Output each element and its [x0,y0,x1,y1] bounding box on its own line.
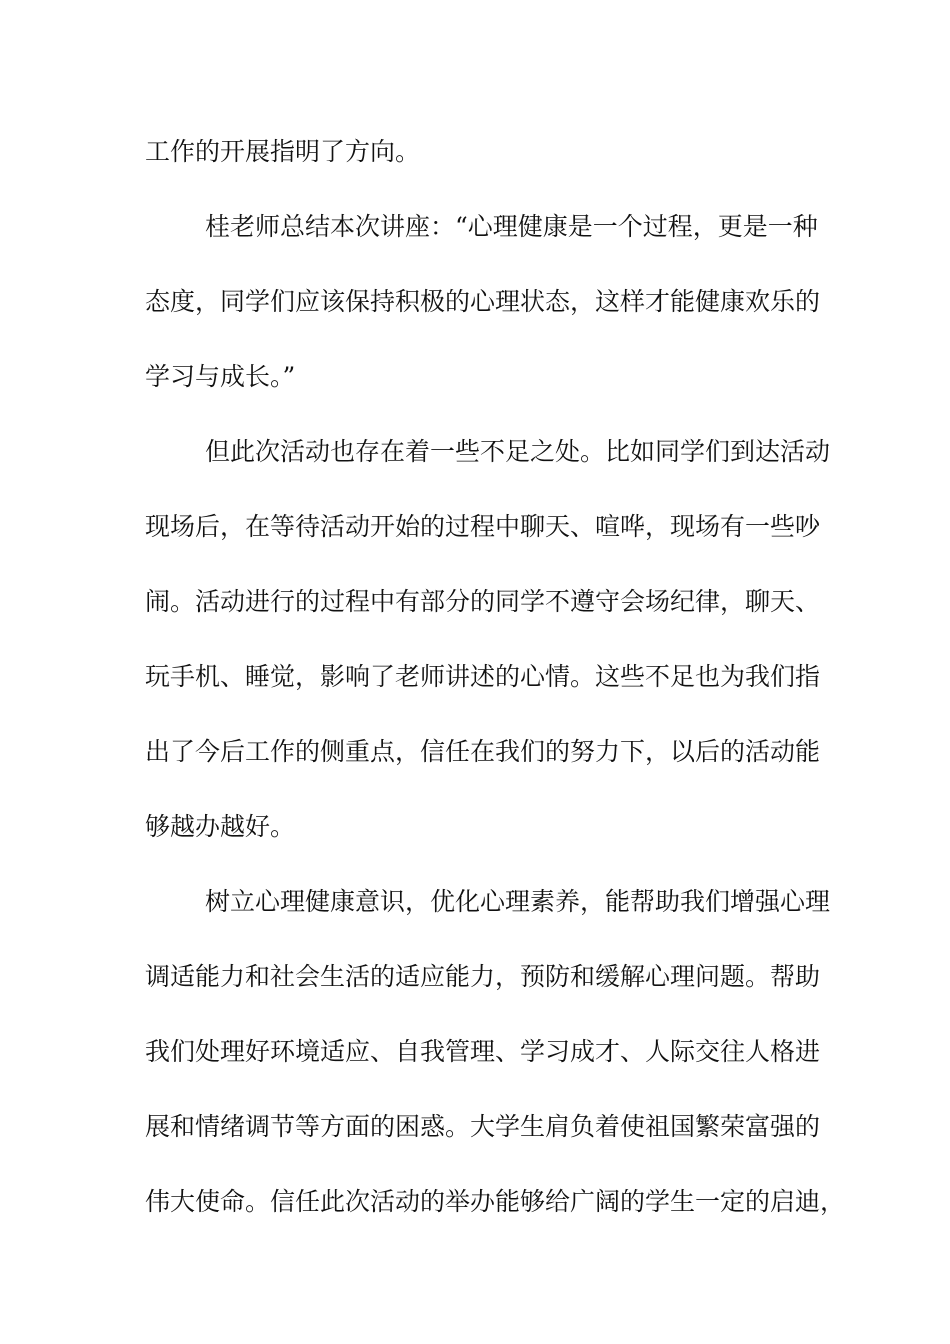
text-line: 现场后，在等待活动开始的过程中聊天、喧哗，现场有一些吵 [145,512,821,541]
text-line: 展和情绪调节等方面的困惑。大学生肩负着使祖国繁荣富强的 [145,1112,821,1141]
paragraph-start-line: 桂老师总结本次讲座：“心理健康是一个过程，更是一种 [205,212,818,241]
text-line: 调适能力和社会生活的适应能力，预防和缓解心理问题。帮助 [145,962,821,991]
paragraph-start-line: 树立心理健康意识，优化心理素养，能帮助我们增强心理 [205,887,831,916]
text-line: 玩手机、睡觉，影响了老师讲述的心情。这些不足也为我们指 [145,662,821,691]
text-line: 我们处理好环境适应、自我管理、学习成才、人际交往人格进 [145,1037,821,1066]
text-line: 态度，同学们应该保持积极的心理状态，这样才能健康欢乐的 [145,287,821,316]
paragraph-start-line: 但此次活动也存在着一些不足之处。比如同学们到达活动 [205,437,831,466]
text-line: 工作的开展指明了方向。 [145,137,421,166]
text-line: 伟大使命。信任此次活动的举办能够给广阔的学生一定的启迪， [145,1187,846,1216]
text-line: 学习与成长。” [145,362,296,391]
text-line: 够越办越好。 [145,812,296,841]
text-line: 闹。活动进行的过程中有部分的同学不遵守会场纪律，聊天、 [145,587,821,616]
text-line: 出了今后工作的侧重点，信任在我们的努力下，以后的活动能 [145,737,821,766]
